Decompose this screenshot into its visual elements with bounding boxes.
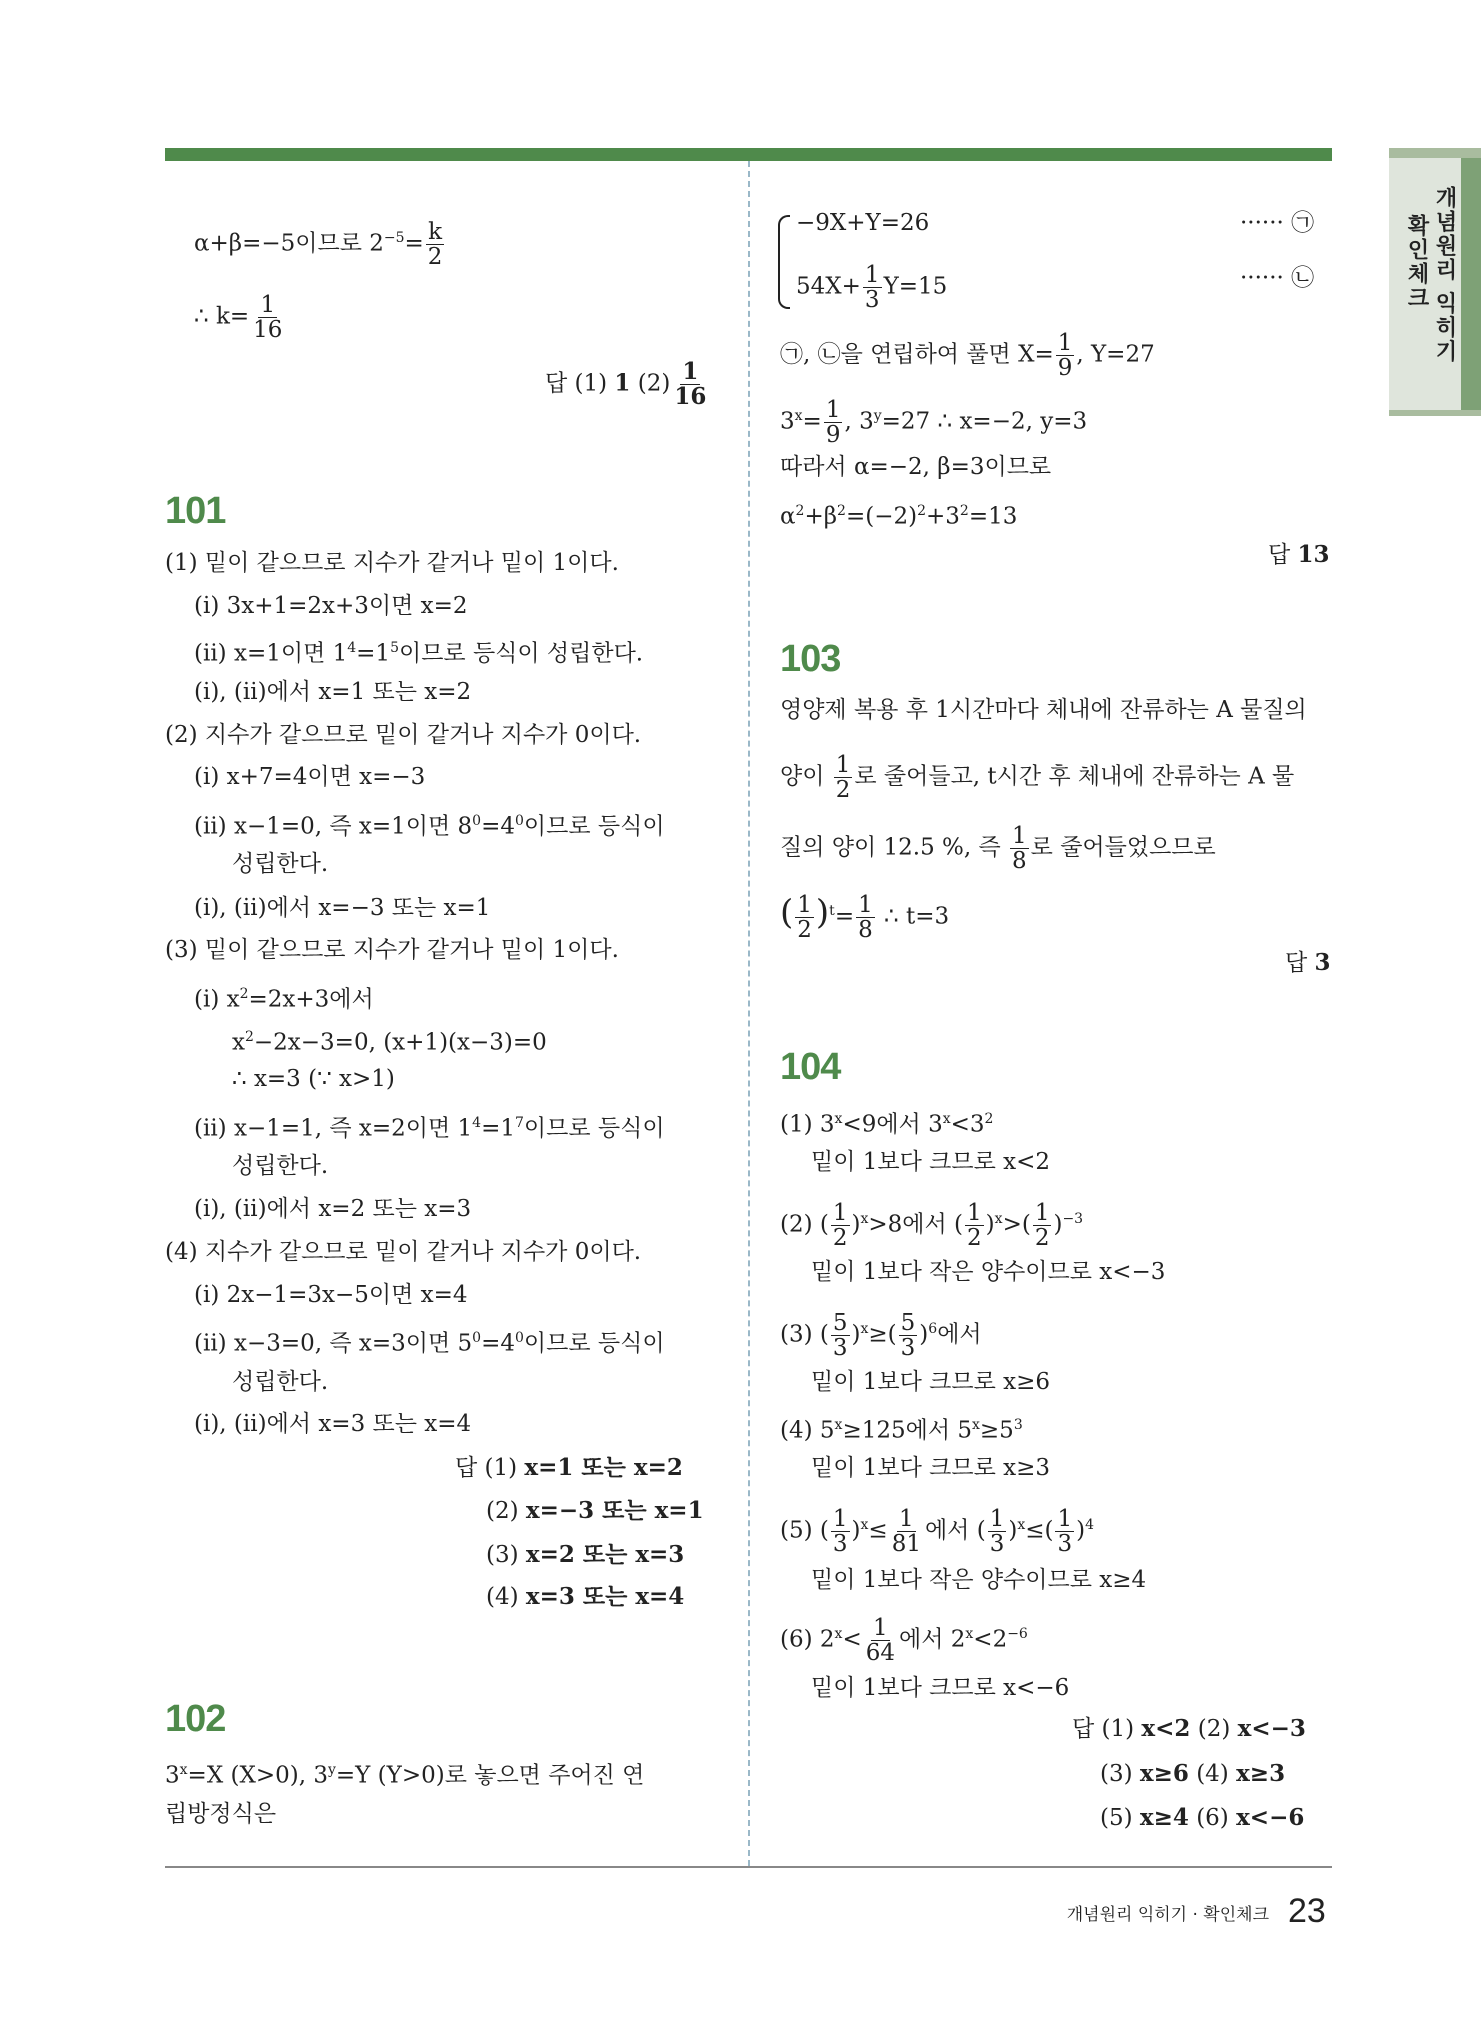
solution-line: (5) ( $\frac{1}{3}$ )$^x$≤ $\frac{1}{81}$ 에서 ( $\frac{1}{3}$ )$^x$≤( $\frac{1}{3}$ )$^4$ [780, 1506, 1095, 1557]
solution-line: (3) ( $\frac{5}{3}$ )$^x$≥( $\frac{5}{3}$ )$^6$에서 [780, 1310, 982, 1361]
solution-line: $x^2-2x-3=0$, (x+1)(x−3)=0 [232, 1029, 547, 1056]
answer-101-4: (4) x=3 또는 x=4 [486, 1583, 685, 1610]
equation-2-marker: ······ ㉡ [1240, 265, 1315, 291]
solution-line: (6) $2^x<$ $\frac{1}{64}$ 에서 $2^x<2^{-6}$ [780, 1615, 1028, 1666]
answer-104-row2: (3) x≥6 (4) x≥3 [1100, 1760, 1286, 1787]
equation-1-marker: ······ ㉠ [1240, 210, 1315, 236]
solution-line: (ⅰ), (ⅱ)에서 x=−3 또는 x=1 [194, 895, 491, 921]
solution-line: α+β=−5이므로 $2^{-5}=$ $\frac{k}{2}$ [194, 219, 443, 270]
solution-line: 영양제 복용 후 1시간마다 체내에 잔류하는 A 물질의 [780, 697, 1307, 723]
solution-line: (ⅰ) $x^2=2x+3$에서 [194, 986, 374, 1013]
solution-line: 밑이 1보다 작은 양수이므로 x≥4 [811, 1567, 1147, 1593]
solution-line: (ⅰ) x+7=4이면 x=−3 [194, 764, 426, 790]
solution-line: ( $\frac{1}{2}$ )$^t$= $\frac{1}{8}$ ∴ t=3 [780, 892, 950, 943]
bottom-rule [165, 1866, 1332, 1868]
solution-line: ㉠, ㉡을 연립하여 풀면 X= $\frac{1}{9}$ , Y=27 [780, 330, 1155, 381]
solution-line: (2) 지수가 같으므로 밑이 같거나 지수가 0이다. [165, 722, 642, 748]
solution-line: (1) $3^x<9$에서 $3^x<3^2$ [780, 1111, 994, 1138]
solution-line: (1) 밑이 같으므로 지수가 같거나 밑이 1이다. [165, 550, 619, 576]
solution-line: 밑이 1보다 크므로 x≥3 [811, 1455, 1050, 1481]
side-tab [1389, 148, 1481, 416]
side-tab-subtitle: 확인체크 [1404, 214, 1429, 310]
solution-line: $3^x=$ $\frac{1}{9}$ , $3^y=27$ ∴ x=−2, y=3 [780, 397, 1088, 448]
solution-line: 립방정식은 [165, 1801, 277, 1827]
footer-label: 개념원리 익히기 · 확인체크 [1066, 1905, 1269, 1925]
solution-line: 양이 $\frac{1}{2}$ 로 줄어들고, t시간 후 체내에 잔류하는 A 물 [780, 752, 1295, 803]
solution-line: (ⅱ) x−3=0, 즉 x=3이면 $5^0=4^0$이므로 등식이 [194, 1330, 665, 1357]
solution-line: (ⅰ), (ⅱ)에서 x=3 또는 x=4 [194, 1411, 472, 1437]
page-number: 23 [1288, 1892, 1326, 1930]
answer-102: 답 13 [1268, 541, 1330, 568]
solution-line: 따라서 α=−2, β=3이므로 [780, 454, 1052, 480]
equation-1: −9X+Y=26 [796, 210, 930, 236]
solution-line: (ⅱ) x−1=1, 즉 x=2이면 $1^4=1^7$이므로 등식이 [194, 1115, 665, 1142]
solution-line: 성립한다. [232, 1369, 329, 1395]
solution-line: ∴ x=3 (∵ x>1) [232, 1066, 395, 1092]
solution-line: (4) $5^x\ge 125$에서 $5^x\ge 5^3$ [780, 1417, 1023, 1444]
answer-101-1: 답 (1) x=1 또는 x=2 [455, 1454, 683, 1481]
solution-line: (2) ( $\frac{1}{2}$ )$^x$>8에서 ( $\frac{1}{2}$ )$^x$>( $\frac{1}{2}$ )$^{-3}$ [780, 1200, 1084, 1251]
answer-103: 답 3 [1285, 949, 1331, 976]
equation-2: 54X+ $\frac{1}{3}$ Y=15 [796, 262, 948, 313]
solution-line: (ⅰ) 3x+1=2x+3이면 x=2 [194, 593, 468, 619]
solution-line: (ⅱ) x−1=0, 즉 x=1이면 $8^0=4^0$이므로 등식이 [194, 813, 665, 840]
column-divider [748, 161, 750, 1866]
solution-line: 밑이 1보다 크므로 x<2 [811, 1149, 1050, 1175]
solution-line: 질의 양이 12.5 %, 즉 $\frac{1}{8}$ 로 줄어들었으므로 [780, 823, 1216, 874]
problem-number-103: 103 [780, 638, 841, 680]
answer-101-2: (2) x=−3 또는 x=1 [486, 1497, 704, 1524]
solution-line: (ⅰ), (ⅱ)에서 x=2 또는 x=3 [194, 1196, 472, 1222]
solution-line: 밑이 1보다 작은 양수이므로 x<−3 [811, 1259, 1166, 1285]
problem-number-102: 102 [165, 1698, 226, 1740]
solution-line: $3^x=X$ (X>0), $3^y=Y$ (Y>0)로 놓으면 주어진 연 [165, 1762, 645, 1789]
top-green-bar [165, 148, 1332, 161]
solution-line: (ⅰ) 2x−1=3x−5이면 x=4 [194, 1282, 468, 1308]
answer-100: 답 (1) 1 (2) $\frac{1}{16}$ [545, 358, 707, 410]
answer-101-3: (3) x=2 또는 x=3 [486, 1541, 685, 1568]
solution-line: (ⅰ), (ⅱ)에서 x=1 또는 x=2 [194, 679, 472, 705]
system-brace [778, 215, 790, 309]
solution-line: (3) 밑이 같으므로 지수가 같거나 밑이 1이다. [165, 937, 619, 963]
solution-line: 성립한다. [232, 1153, 329, 1179]
solution-line: 밑이 1보다 크므로 x<−6 [811, 1675, 1070, 1701]
problem-number-101: 101 [165, 490, 226, 532]
solution-line: 밑이 1보다 크므로 x≥6 [811, 1369, 1050, 1395]
solution-line: 성립한다. [232, 851, 329, 877]
solution-line: (ⅱ) x=1이면 $1^4=1^5$이므로 등식이 성립한다. [194, 640, 644, 667]
problem-number-104: 104 [780, 1046, 841, 1088]
answer-104-row1: 답 (1) x<2 (2) x<−3 [1072, 1715, 1306, 1742]
solution-line: $\alpha^2+\beta^2=(-2)^2+3^2=13$ [780, 503, 1018, 530]
solution-line: (4) 지수가 같으므로 밑이 같거나 지수가 0이다. [165, 1239, 642, 1265]
answer-104-row3: (5) x≥4 (6) x<−6 [1100, 1804, 1305, 1831]
side-tab-title: 개념원리 익히기 [1432, 186, 1457, 364]
solution-line: ∴ k= $\frac{1}{16}$ [194, 292, 283, 343]
